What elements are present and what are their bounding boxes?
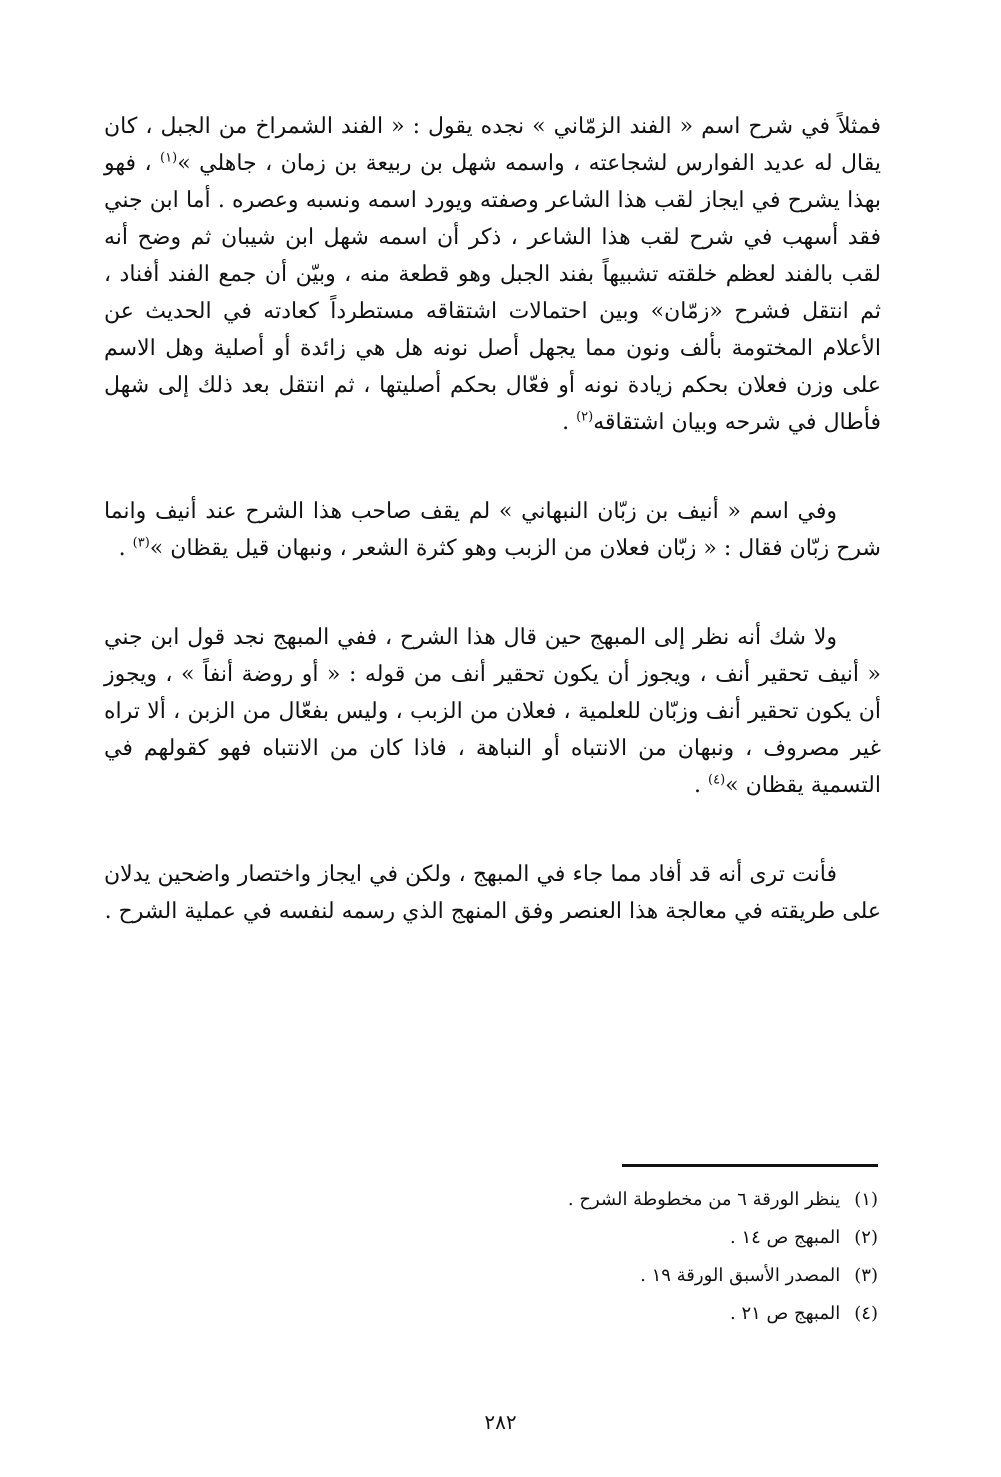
footnote-text: المبهج ص ١٤ . — [730, 1227, 841, 1248]
footnote-ref-1: (١) — [160, 150, 178, 166]
paragraph-1 — [104, 108, 881, 441]
paragraph-1-text-a: فمثلاً في شرح اسم « الفند الزمّاني » نجده يقول : « الفند الشمراخ من الجبل ، كان يقال له عديد الفوارس لشجاعته ، واسمه شهل بن ربيعة بن زمان ، جاهلي » — [104, 114, 881, 176]
footnote-item — [178, 1181, 878, 1219]
footnote-number: (٢) — [854, 1227, 878, 1248]
paragraph-1-text-c: . — [562, 410, 577, 435]
paragraph-3-text-a: ولا شك أنه نظر إلى المبهج حين قال هذا الشرح ، ففي المبهج نجد قول ابن جني « أنيف تحقير أنف ، ويجوز أن يكون تحقير أنف من قوله : « أو روضة أنفاً » ، ويجوز أن يكون تحقير أنف وزبّان للعلمية ، فعلان من الزبب ، وليس بفعّال من الزبن ، ألا تراه غير مصروف ، ونبهان من الانتباه أو النباهة ، فاذا كان من الانتباه فهو كقولهم في التسمية يقظان » — [104, 625, 881, 798]
footnote-item — [178, 1257, 878, 1295]
paragraph-2 — [104, 493, 881, 567]
footnote-ref-2: (٢) — [576, 409, 594, 425]
footnote-number: (١) — [854, 1189, 878, 1210]
page-number: ٢٨٢ — [484, 1410, 517, 1434]
body-text — [104, 108, 881, 930]
footnote-item — [178, 1295, 878, 1333]
footnote-separator — [622, 1164, 878, 1167]
footnote-text: ينظر الورقة ٦ من مخطوطة الشرح . — [567, 1189, 841, 1210]
paragraph-4 — [104, 856, 881, 930]
paragraph-2-text-b: . — [118, 536, 133, 561]
footnote-text: المبهج ص ٢١ . — [730, 1303, 841, 1324]
paragraph-4-text: فأنت ترى أنه قد أفاد مما جاء في المبهج ، ولكن في ايجاز واختصار واضحين يدلان على طريقته في معالجة هذا العنصر وفق المنهج الذي رسمه لنفسه في عملية الشرح . — [104, 862, 881, 924]
paragraph-2-text-a: وفي اسم « أنيف بن زبّان النبهاني » لم يقف صاحب هذا الشرح عند أنيف وانما شرح زبّان فقال : « زبّان فعلان من الزبب وهو كثرة الشعر ، ونبهان قيل يقظان » — [104, 499, 881, 561]
footnote-item — [178, 1219, 878, 1257]
paragraph-3-text-b: . — [694, 773, 709, 798]
paragraph-1-text-b: ، فهو بهذا يشرح في ايجاز لقب هذا الشاعر وصفته ويورد اسمه ونسبه وعصره . أما ابن جني فقد أسهب في شرح لقب هذا الشاعر ، ذكر أن اسمه شهل ابن شيبان ثم وضح أنه لقب بالفند لعظم خلقته تشبيهاً بفند الجبل وهو قطعة منه ، وبيّن أن جمع الفند أفناد ، ثم انتقل فشرح «زمّان» وبين احتمالات اشتقاقه مستطرداً كعادته في الحديث عن الأعلام المختومة بألف ونون مما يجهل أصل نونه هل هي زائدة أو أصلية وهل الاسم على وزن فعلان بحكم زيادة نونه أو فعّال بحكم أصليتها ، ثم انتقل بعد ذلك إلى شهل فأطال في شرحه وبيان اشتقاقه — [104, 151, 881, 435]
footnote-number: (٣) — [854, 1265, 878, 1286]
paragraph-3 — [104, 619, 881, 804]
footnote-ref-4: (٤) — [708, 772, 726, 788]
footnote-text: المصدر الأسبق الورقة ١٩ . — [640, 1265, 841, 1286]
footnote-number: (٤) — [854, 1303, 878, 1324]
footnote-ref-3: (٣) — [132, 535, 150, 551]
footnotes-list — [178, 1181, 878, 1333]
